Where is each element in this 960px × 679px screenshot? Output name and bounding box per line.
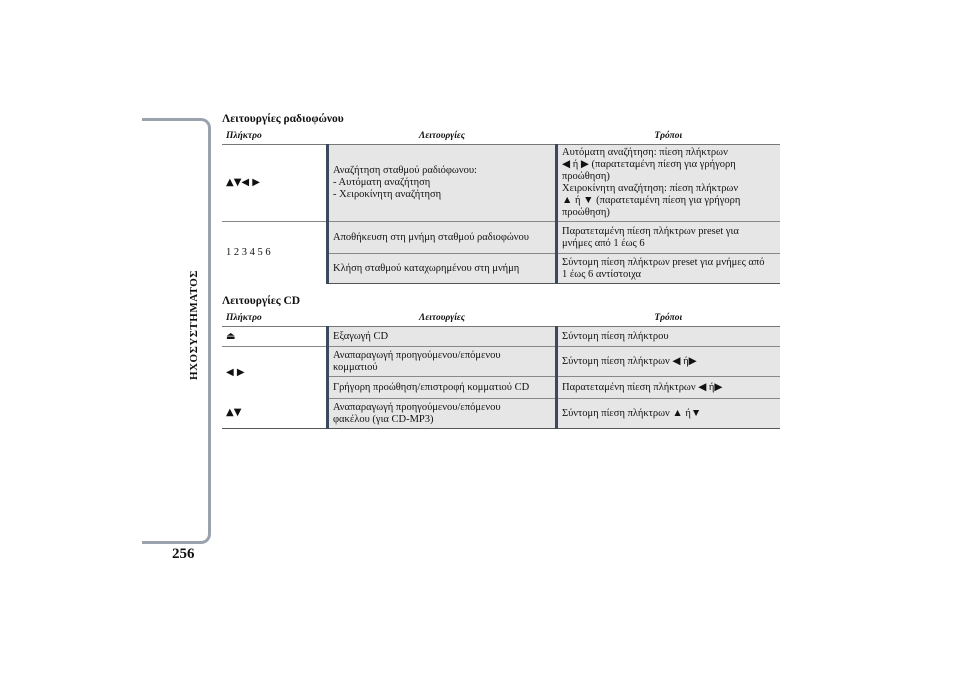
method-line: προώθηση) [562,171,610,182]
method-cell [557,222,781,254]
function-cell: Κλήση σταθμού καταχωρημένου στη μνήμη [328,254,557,284]
method-cell: Σύντομη πίεση πλήκτρων ◀ ή▶ [557,347,781,377]
cd-table-header [222,310,780,327]
function-cell [328,399,557,429]
method-cell: Σύντομη πίεση πλήκτρου [557,327,781,347]
radio-section-title: Λειτουργίες ραδιοφώνου [222,113,344,125]
function-line: Αναζήτηση σταθμού ραδιόφωνου: [333,165,477,176]
function-cell [328,347,557,377]
header-functions: Λειτουργίες [328,310,557,327]
radio-table-header [222,128,780,145]
header-key: Πλήκτρο [222,128,328,145]
table-row [222,222,780,254]
function-cell: Αποθήκευση στη μνήμη σταθμού ραδιοφώνου [328,222,557,254]
method-line: Παρατεταμένη πίεση πλήκτρων preset για [562,225,739,237]
function-line: Αναπαραγωγή προηγούμενου/επόμενου [333,349,501,361]
method-line: 1 έως 6 αντίστοιχα [562,268,642,280]
method-cell [557,254,781,284]
side-section-title: ΗΧΟΣΥΣΤΗΜΑΤΟΣ [188,270,200,380]
header-key: Πλήκτρο [222,310,328,327]
table-row [222,327,780,347]
radio-table [222,128,780,284]
header-functions: Λειτουργίες [328,128,557,145]
cd-table [222,310,780,429]
method-line: Χειροκίνητη αναζήτηση: πίεση πλήκτρων [562,183,739,194]
method-line: Αυτόματη αναζήτηση: πίεση πλήκτρων [562,147,728,158]
method-cell: Σύντομη πίεση πλήκτρων ▲ ή▼ [557,399,781,429]
header-methods: Τρόποι [557,128,781,145]
table-row [222,347,780,377]
method-line: ◀ ή ▶ (παρατεταμένη πίεση για γρήγορη [562,159,736,170]
function-line: Αναπαραγωγή προηγούμενου/επόμενου [333,401,501,413]
side-frame [142,118,211,544]
header-methods: Τρόποι [557,310,781,327]
left-right-arrows-icon: ◀ ▶ [226,366,245,378]
table-row [222,145,780,222]
method-line: ▲ ή ▼ (παρατεταμένη πίεση για γρήγορη [562,195,741,206]
function-line: - Αυτόματη αναζήτηση [333,177,431,188]
function-line: κομματιού [333,361,378,373]
method-line: Σύντομη πίεση πλήκτρων preset για μνήμες από [562,256,765,268]
method-line: μνήμες από 1 έως 6 [562,237,645,249]
method-cell: Παρατεταμένη πίεση πλήκτρων ◀ ή▶ [557,377,781,399]
function-cell: Εξαγωγή CD [328,327,557,347]
eject-icon: ⏏ [222,327,328,347]
table-row [222,399,780,429]
function-line: φακέλου (για CD-MP3) [333,413,434,425]
arrow-keys-icon: ▲▼◀ ▶ [222,145,328,222]
page-number: 256 [172,546,195,562]
method-line: προώθηση) [562,207,610,218]
method-cell [557,145,781,222]
function-line: - Χειροκίνητη αναζήτηση [333,189,442,200]
function-cell [328,145,557,222]
function-cell: Γρήγορη προώθηση/επιστροφή κομματιού CD [328,377,557,399]
up-down-arrows-icon: ▲▼ [222,399,328,429]
cd-section-title: Λειτουργίες CD [222,295,301,307]
preset-keys: 1 2 3 4 5 6 [226,246,271,258]
